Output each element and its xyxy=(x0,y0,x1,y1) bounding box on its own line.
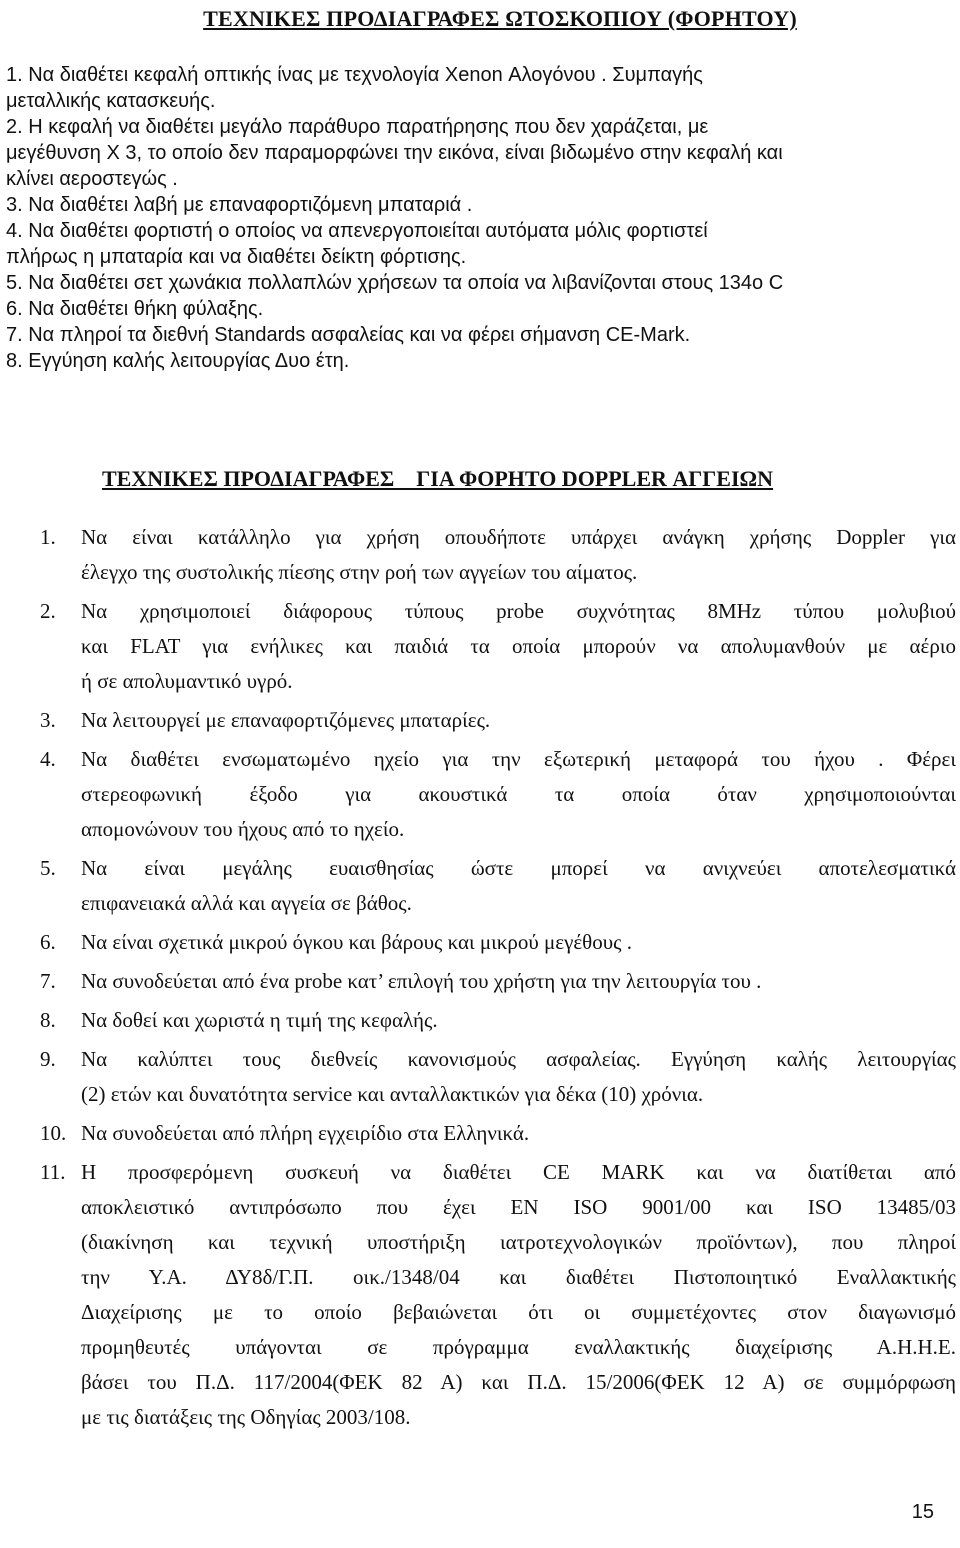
text-line: και FLAT για ενήλικες και παιδιά τα οποία μπορούν να απολυμανθούν με αέριο xyxy=(81,634,956,658)
text-line: έλεγχο της συστολικής πίεσης στην ροή των αγγείων του αίματος. xyxy=(81,560,638,584)
list-item-text xyxy=(81,851,956,921)
spec-line: 3. Να διαθέτει λαβή με επαναφορτιζόμενη μπαταριά . xyxy=(6,194,473,216)
spec-line: μεγέθυνση Χ 3, το οποίο δεν παραμορφώνει την εικόνα, είναι βιδωμένο στην κεφαλή και xyxy=(6,142,783,164)
spec-line: πλήρως η μπαταρία και να διαθέτει δείκτη φόρτισης. xyxy=(6,246,467,268)
list-item-number: 3. xyxy=(40,708,56,732)
text-line: την Υ.Α. ΔΥ8δ/Γ.Π. οικ./1348/04 και διαθέτει Πιστοποιητικό Εναλλακτικής xyxy=(81,1265,956,1289)
spec-line: 1. Να διαθέτει κεφαλή οπτικής ίνας με τεχνολογία Xenon Αλογόνου . Συμπαγής xyxy=(6,64,703,86)
list-item-number: 1. xyxy=(40,525,56,549)
list-item-text xyxy=(81,1003,956,1038)
list-item-number: 9. xyxy=(40,1047,56,1071)
text-line: στερεοφωνική έξοδο για ακουστικά τα οποία όταν χρησιμοποιούνται xyxy=(81,782,956,806)
spec-line: 4. Να διαθέτει φορτιστή ο οποίος να απενεργοποιείται αυτόματα μόλις φορτιστεί xyxy=(6,220,708,242)
list-item-text xyxy=(81,925,956,960)
list-item-text xyxy=(81,1042,956,1112)
otoscope-spec-title: ΤΕΧΝΙΚΕΣ ΠΡΟΔΙΑΓΡΑΦΕΣ ΩΤΟΣΚΟΠΙΟΥ (ΦΟΡΗΤΟΥ) xyxy=(203,6,797,31)
text-line: Να καλύπτει τους διεθνείς κανονισμούς ασφαλείας. Εγγύηση καλής λειτουργίας xyxy=(81,1047,956,1071)
spec-line: 5. Να διαθέτει σετ χωνάκια πολλαπλών χρήσεων τα οποία να λιβανίζονται στους 134ο C xyxy=(6,272,784,294)
text-line: Να διαθέτει ενσωματωμένο ηχείο για την εξωτερική μεταφορά του ήχου . Φέρει xyxy=(81,747,956,771)
text-line: με τις διατάξεις της Οδηγίας 2003/108. xyxy=(81,1405,411,1429)
list-item-text xyxy=(81,964,956,999)
list-item xyxy=(40,703,956,738)
list-item-number: 5. xyxy=(40,856,56,880)
page-number: 15 xyxy=(911,1501,934,1523)
list-item-number: 2. xyxy=(40,599,56,623)
list-item xyxy=(40,925,956,960)
list-item-number: 4. xyxy=(40,747,56,771)
text-line: Να λειτουργεί με επαναφορτιζόμενες μπαταρίες. xyxy=(81,708,491,732)
text-line: (2) ετών και δυνατότητα service και ανταλλακτικών για δέκα (10) χρόνια. xyxy=(81,1082,704,1106)
list-item xyxy=(40,1003,956,1038)
list-item-number: 7. xyxy=(40,969,56,993)
list-item-text xyxy=(81,742,956,847)
text-line: Η προσφερόμενη συσκευή να διαθέτει CE MARK και να διατίθεται από xyxy=(81,1160,956,1184)
text-line: Να είναι κατάλληλο για χρήση οπουδήποτε υπάρχει ανάγκη χρήσης Doppler για xyxy=(81,525,956,549)
text-line: βάσει του Π.Δ. 117/2004(ΦΕΚ 82 Α) και Π.Δ. 15/2006(ΦΕΚ 12 Α) σε συμμόρφωση xyxy=(81,1370,956,1394)
list-item-text xyxy=(81,703,956,738)
spec-line: 8. Εγγύηση καλής λειτουργίας Δυο έτη. xyxy=(6,350,350,372)
text-line: Να είναι σχετικά μικρού όγκου και βάρους και μικρού μεγέθους . xyxy=(81,930,632,954)
doppler-spec-list xyxy=(40,520,956,1439)
spec-line: κλίνει αεροστεγώς . xyxy=(6,168,178,190)
text-line: Να είναι μεγάλης ευαισθησίας ώστε μπορεί να ανιχνεύει αποτελεσματικά xyxy=(81,856,956,880)
text-line: Να χρησιμοποιεί διάφορους τύπους probe συχνότητας 8MHz τύπου μολυβιού xyxy=(81,599,956,623)
list-item xyxy=(40,1155,956,1435)
text-line: Να δοθεί και χωριστά η τιμή της κεφαλής. xyxy=(81,1008,438,1032)
list-item xyxy=(40,1042,956,1112)
list-item xyxy=(40,851,956,921)
text-line: Να συνοδεύεται από ένα probe κατ’ επιλογή του χρήστη για την λειτουργία του . xyxy=(81,969,762,993)
text-line: επιφανειακά αλλά και αγγεία σε βάθος. xyxy=(81,891,412,915)
list-item-text xyxy=(81,1116,956,1151)
list-item xyxy=(40,594,956,699)
list-item-text xyxy=(81,1155,956,1435)
list-item xyxy=(40,1116,956,1151)
list-item-text xyxy=(81,520,956,590)
spec-line: 2. Η κεφαλή να διαθέτει μεγάλο παράθυρο παρατήρησης που δεν χαράζεται, με xyxy=(6,116,709,138)
list-item xyxy=(40,742,956,847)
spec-line: 6. Να διαθέτει θήκη φύλαξης. xyxy=(6,298,264,320)
doppler-spec-title: ΤΕΧΝΙΚΕΣ ΠΡΟΔΙΑΓΡΑΦΕΣ ΓΙΑ ΦΟΡΗΤΟ DOPPLER ΑΓΓΕΙΩΝ xyxy=(102,466,774,491)
list-item xyxy=(40,520,956,590)
text-line: Διαχείρισης με το οποίο βεβαιώνεται ότι οι συμμετέχοντες στον διαγωνισμό xyxy=(81,1300,956,1324)
text-line: Να συνοδεύεται από πλήρη εγχειρίδιο στα Ελληνικά. xyxy=(81,1121,530,1145)
list-item-number: 10. xyxy=(40,1121,67,1145)
list-item-number: 6. xyxy=(40,930,56,954)
list-item-number: 11. xyxy=(40,1160,66,1184)
spec-line: 7. Να πληροί τα διεθνή Standards ασφαλείας και να φέρει σήμανση CE-Mark. xyxy=(6,324,691,346)
otoscope-spec-list xyxy=(6,62,954,374)
list-item-number: 8. xyxy=(40,1008,56,1032)
text-line: προμηθευτές υπάγονται σε πρόγραμμα εναλλακτικής διαχείρισης Α.Η.Η.Ε. xyxy=(81,1335,956,1359)
text-line: (διακίνηση και τεχνική υποστήριξη ιατροτεχνολογικών προϊόντων), που πληροί xyxy=(81,1230,956,1254)
text-line: ή σε απολυμαντικό υγρό. xyxy=(81,669,293,693)
list-item-text xyxy=(81,594,956,699)
list-item xyxy=(40,964,956,999)
spec-line: μεταλλικής κατασκευής. xyxy=(6,90,216,112)
text-line: αποκλειστικό αντιπρόσωπο που έχει EN ISO 9001/00 και ISO 13485/03 xyxy=(81,1195,956,1219)
text-line: απομονώνουν του ήχους από το ηχείο. xyxy=(81,817,405,841)
